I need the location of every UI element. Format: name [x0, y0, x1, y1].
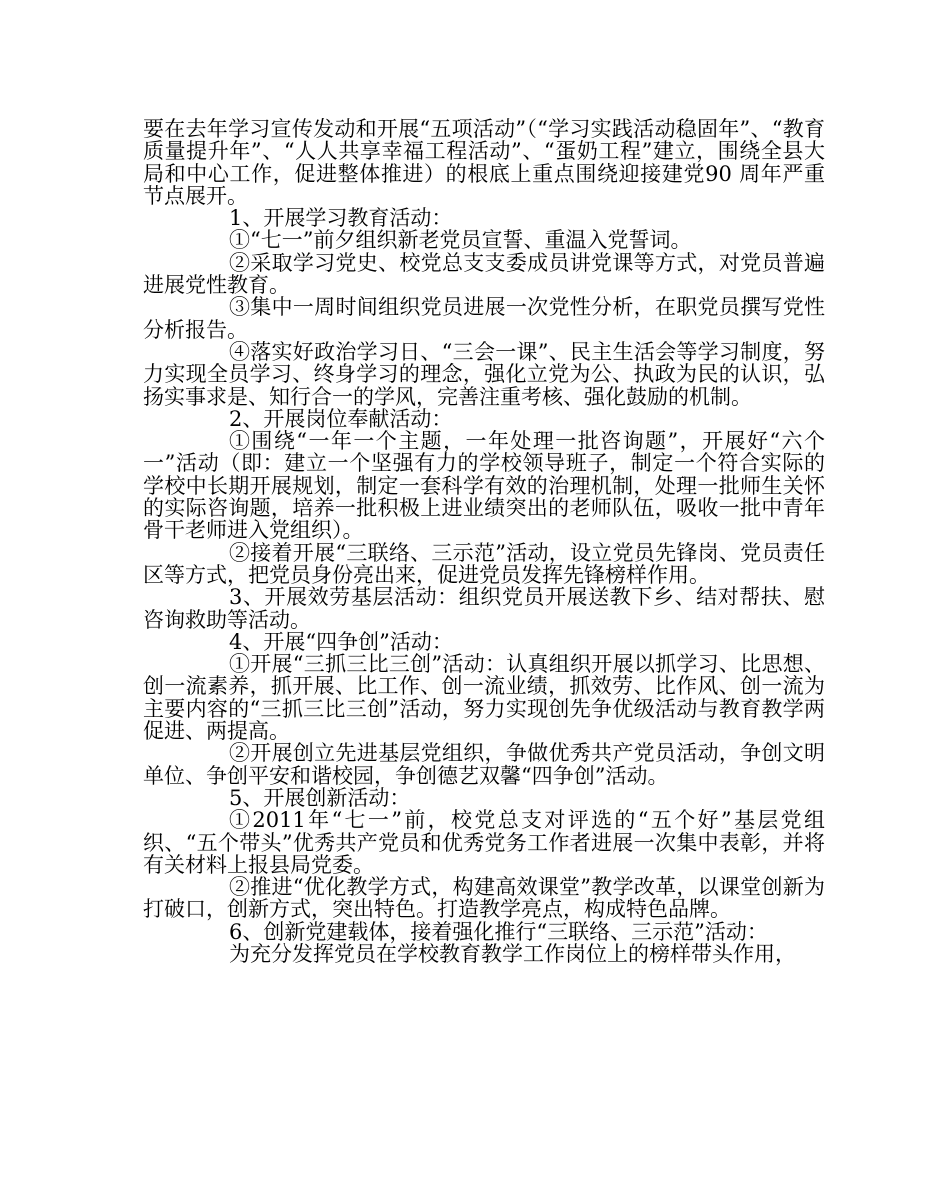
paragraph-grassroots-service: 3、开展效劳基层活动：组织党员开展送教下乡、结对帮扶、慰咨询救助等活动。 [143, 585, 825, 632]
heading-post-dedication: 2、开展岗位奉献活动： [229, 406, 453, 431]
paragraph-party-carrier: 为充分发挥党员在学校教育教学工作岗位上的榜样带头作用， [229, 941, 796, 966]
paragraph-study-3: ③集中一周时间组织党员进展一次党性分析，在职党员撰写党性分析报告。 [143, 295, 825, 342]
document-body [143, 118, 825, 965]
paragraph-post-1: ①围绕“一年一个主题，一年处理一批咨询题”，开展好“六个一”活动（即：建立一个坚强有力的学校领导班子，制定一个符合实际的学校中长期开展规划，制定一套科学有效的治理机制，处理一批师生关怀的实际咨询题，培养一批积极上进业绩突出的老师队伍，吸收一批中青年骨干老师进入党组织）。 [143, 429, 825, 543]
paragraph-intro: 要在去年学习宣传发动和开展“五项活动”（“学习实践活动稳固年”、“教育质量提升年”、“人人共享幸福工程活动”、“蛋奶工程”建立，围绕全县大局和中心工作，促进整体推进）的根底上重点围绕迎接建党90 周年严重节点展开。 [143, 117, 825, 208]
paragraph-study-4: ④落实好政治学习日、“三会一课”、民主生活会等学习制度，努力实现全员学习、终身学习的理念，强化立党为公、执政为民的认识，弘扬实事求是、知行合一的学风，完善注重考核、强化鼓励的机制。 [143, 339, 825, 409]
paragraph-four-strive-2: ②开展创立先进基层党组织，争做优秀共产党员活动，争创文明单位、争创平安和谐校园，争创德艺双馨“四争创”活动。 [143, 741, 825, 788]
heading-study-education: 1、开展学习教育活动： [229, 206, 453, 231]
paragraph-study-1: ①“七一”前夕组织新老党员宣誓、重温入党誓词。 [229, 228, 692, 253]
paragraph-post-2: ②接着开展“三联络、三示范”活动，设立党员先锋岗、党员责任区等方式，把党员身份亮出来，促进党员发挥先锋榜样作用。 [143, 540, 825, 587]
paragraph-innovation-1: ①2011年“七一”前，校党总支对评选的“五个好”基层党组织、“五个带头”优秀共产党员和优秀党务工作者进展一次集中表彰，并将有关材料上报县局党委。 [143, 808, 825, 877]
paragraph-study-2: ②采取学习党史、校党总支支委成员讲党课等方式，对党员普遍进展党性教育。 [143, 250, 825, 298]
heading-innovation: 5、开展创新活动： [229, 785, 411, 810]
heading-four-strive: 4、开展“四争创”活动： [229, 629, 453, 654]
paragraph-four-strive-1: ①开展“三抓三比三创”活动：认真组织开展以抓学习、比思想、创一流素养，抓开展、比工作、创一流业绩，抓效劳、比作风、创一流为主要内容的“三抓三比三创”活动，努力实现创先争优级活动与教育教学两促进、两提高。 [143, 652, 825, 744]
heading-party-carrier: 6、创新党建载体，接着强化推行“三联络、三示范”活动： [229, 919, 768, 944]
paragraph-innovation-2: ②推进“优化教学方式，构建高效课堂”教学改革，以课堂创新为打破口，创新方式，突出特色。打造教学亮点，构成特色品牌。 [143, 875, 825, 922]
